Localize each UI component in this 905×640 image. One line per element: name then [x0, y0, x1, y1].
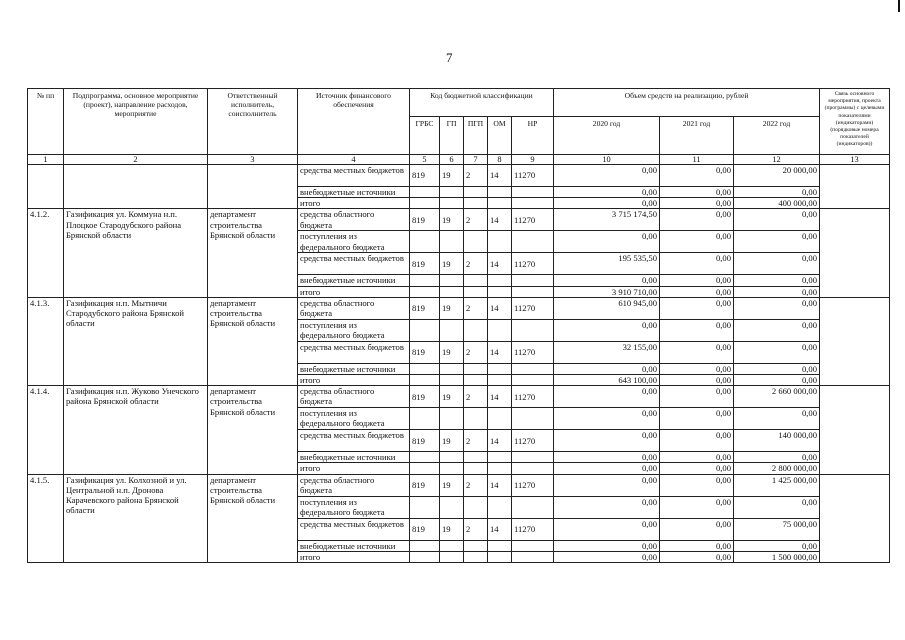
- code-gp: 19: [440, 341, 464, 363]
- amount-2020: 0,00: [554, 231, 660, 253]
- code-empty: [488, 319, 512, 341]
- item-name: Газификация н.п. Жуково Унечского района Брянской области: [64, 386, 208, 474]
- code-nr: 11270: [512, 474, 554, 496]
- code-gp: 19: [440, 209, 464, 231]
- amount-2022: 0,00: [734, 540, 820, 551]
- amount-2022: 0,00: [734, 452, 820, 463]
- code-nr: 11270: [512, 209, 554, 231]
- code-nr: 11270: [512, 518, 554, 540]
- code-om: 14: [488, 297, 512, 319]
- item-name: Газификация ул. Колхозной и ул. Центральной н.п. Дронова Карачевского района Брянской области: [64, 474, 208, 562]
- code-grbs: 819: [410, 253, 440, 275]
- code-pgp: 2: [464, 386, 488, 408]
- code-empty: [488, 551, 512, 562]
- column-number: 2: [64, 155, 208, 165]
- header-subprogram: Подпрограмма, основное мероприятие (проект), направление расходов, мероприятие: [64, 89, 208, 155]
- code-empty: [512, 551, 554, 562]
- code-empty: [410, 375, 440, 386]
- code-empty: [488, 187, 512, 198]
- amount-2022: 0,00: [734, 408, 820, 430]
- amount-2022: 0,00: [734, 187, 820, 198]
- header-amount: Объем средств на реализацию, рублей: [554, 89, 820, 117]
- source-local: средства местных бюджетов: [298, 430, 410, 452]
- item-name: Газификация н.п. Мытничи Стародубского района Брянской области: [64, 297, 208, 385]
- header-year-2022: 2022 год: [734, 117, 820, 155]
- source-local: средства местных бюджетов: [298, 253, 410, 275]
- header-no: № пп: [28, 89, 64, 155]
- code-empty: [464, 551, 488, 562]
- code-empty: [512, 540, 554, 551]
- code-empty: [410, 551, 440, 562]
- code-empty: [410, 275, 440, 286]
- amount-2022: 1 500 000,00: [734, 551, 820, 562]
- code-grbs: 819: [410, 518, 440, 540]
- table-row: [28, 165, 890, 187]
- amount-2022: 0,00: [734, 496, 820, 518]
- code-empty: [410, 408, 440, 430]
- indicator-link-cell: [820, 209, 890, 297]
- code-empty: [512, 496, 554, 518]
- code-om: 14: [488, 209, 512, 231]
- amount-2022: 0,00: [734, 363, 820, 374]
- code-empty: [512, 275, 554, 286]
- item-responsible: департамент строительства Брянской области: [208, 386, 298, 474]
- code-empty: [512, 286, 554, 297]
- continuation-no-cell: [28, 165, 64, 209]
- code-empty: [512, 198, 554, 209]
- header-pgp: ПГП: [464, 117, 488, 155]
- code-empty: [464, 275, 488, 286]
- amount-2022: 0,00: [734, 209, 820, 231]
- code-pgp: 2: [464, 474, 488, 496]
- amount-2021: 0,00: [660, 452, 734, 463]
- amount-2020: 0,00: [554, 496, 660, 518]
- item-responsible: департамент строительства Брянской области: [208, 209, 298, 297]
- scan-edge-mark: [898, 0, 900, 12]
- code-empty: [464, 198, 488, 209]
- header-indicator-link: Связь основного мероприятия, проекта (программы) с целевыми показателями (индикаторами) (порядковые номера показателей (индикаторов)): [820, 89, 890, 155]
- code-empty: [440, 496, 464, 518]
- amount-2020: 0,00: [554, 518, 660, 540]
- amount-2021: 0,00: [660, 341, 734, 363]
- code-nr: 11270: [512, 165, 554, 187]
- code-empty: [488, 198, 512, 209]
- amount-2020: 3 715 174,50: [554, 209, 660, 231]
- budget-table: [27, 88, 890, 563]
- item-number: 4.1.4.: [28, 386, 64, 474]
- code-empty: [488, 540, 512, 551]
- header-source: Источник финансового обеспечения: [298, 89, 410, 155]
- amount-2020: 0,00: [554, 319, 660, 341]
- table-row: [28, 297, 890, 319]
- code-gp: 19: [440, 474, 464, 496]
- code-empty: [464, 187, 488, 198]
- page-number: 7: [446, 50, 453, 65]
- code-empty: [440, 187, 464, 198]
- code-empty: [464, 286, 488, 297]
- code-empty: [410, 540, 440, 551]
- column-number: 13: [820, 155, 890, 165]
- code-empty: [512, 463, 554, 474]
- source-total: итого: [298, 551, 410, 562]
- code-pgp: 2: [464, 430, 488, 452]
- source-total: итого: [298, 463, 410, 474]
- amount-2021: 0,00: [660, 319, 734, 341]
- code-empty: [440, 275, 464, 286]
- code-empty: [488, 452, 512, 463]
- header-nr: НР: [512, 117, 554, 155]
- code-empty: [488, 231, 512, 253]
- amount-2021: 0,00: [660, 363, 734, 374]
- column-number: 12: [734, 155, 820, 165]
- code-empty: [440, 551, 464, 562]
- amount-2021: 0,00: [660, 286, 734, 297]
- item-number: 4.1.5.: [28, 474, 64, 562]
- header-year-2020: 2020 год: [554, 117, 660, 155]
- code-empty: [464, 408, 488, 430]
- amount-2021: 0,00: [660, 518, 734, 540]
- amount-2021: 0,00: [660, 375, 734, 386]
- table-row: [28, 386, 890, 408]
- code-empty: [440, 408, 464, 430]
- indicator-link-cell: [820, 297, 890, 385]
- source-total: итого: [298, 286, 410, 297]
- amount-2022: 0,00: [734, 275, 820, 286]
- code-empty: [488, 375, 512, 386]
- amount-2022: 2 660 000,00: [734, 386, 820, 408]
- table-row: [28, 209, 890, 231]
- code-om: 14: [488, 430, 512, 452]
- code-empty: [488, 408, 512, 430]
- amount-2020: 0,00: [554, 551, 660, 562]
- column-number: 5: [410, 155, 440, 165]
- code-empty: [410, 463, 440, 474]
- code-grbs: 819: [410, 297, 440, 319]
- code-empty: [410, 187, 440, 198]
- amount-2021: 0,00: [660, 540, 734, 551]
- amount-2020: 0,00: [554, 363, 660, 374]
- code-empty: [410, 286, 440, 297]
- code-grbs: 819: [410, 341, 440, 363]
- amount-2020: 3 910 710,00: [554, 286, 660, 297]
- code-gp: 19: [440, 165, 464, 187]
- continuation-name-cell: [64, 165, 208, 209]
- amount-2022: 0,00: [734, 341, 820, 363]
- header-responsible: Ответственный исполнитель, соисполнитель: [208, 89, 298, 155]
- amount-2020: 0,00: [554, 463, 660, 474]
- code-grbs: 819: [410, 209, 440, 231]
- code-empty: [488, 363, 512, 374]
- code-om: 14: [488, 518, 512, 540]
- code-empty: [440, 375, 464, 386]
- code-gp: 19: [440, 518, 464, 540]
- code-grbs: 819: [410, 430, 440, 452]
- header-year-2021: 2021 год: [660, 117, 734, 155]
- amount-2021: 0,00: [660, 430, 734, 452]
- code-empty: [440, 286, 464, 297]
- column-number: 11: [660, 155, 734, 165]
- code-gp: 19: [440, 297, 464, 319]
- code-grbs: 819: [410, 165, 440, 187]
- code-empty: [464, 231, 488, 253]
- amount-2022: 0,00: [734, 253, 820, 275]
- source-regional: средства областного бюджета: [298, 297, 410, 319]
- code-empty: [464, 452, 488, 463]
- item-name: Газификация ул. Коммуна н.п. Плоцкое Стародубского района Брянской области: [64, 209, 208, 297]
- code-pgp: 2: [464, 253, 488, 275]
- code-empty: [512, 375, 554, 386]
- header-grbs: ГРБС: [410, 117, 440, 155]
- code-empty: [440, 319, 464, 341]
- indicator-link-cell: [820, 386, 890, 474]
- code-pgp: 2: [464, 518, 488, 540]
- code-empty: [410, 363, 440, 374]
- code-empty: [512, 319, 554, 341]
- amount-2022: 20 000,00: [734, 165, 820, 187]
- source-extra: внебюджетные источники: [298, 275, 410, 286]
- code-pgp: 2: [464, 297, 488, 319]
- amount-2020: 0,00: [554, 165, 660, 187]
- amount-2021: 0,00: [660, 297, 734, 319]
- code-empty: [410, 231, 440, 253]
- code-empty: [488, 286, 512, 297]
- amount-2020: 0,00: [554, 408, 660, 430]
- code-om: 14: [488, 474, 512, 496]
- amount-2020: 0,00: [554, 198, 660, 209]
- item-responsible: департамент строительства Брянской области: [208, 474, 298, 562]
- amount-2022: 0,00: [734, 286, 820, 297]
- source-local: средства местных бюджетов: [298, 341, 410, 363]
- code-om: 14: [488, 165, 512, 187]
- table-row: [28, 474, 890, 496]
- source-federal: поступления из федерального бюджета: [298, 408, 410, 430]
- code-empty: [488, 275, 512, 286]
- amount-2020: 0,00: [554, 452, 660, 463]
- code-empty: [464, 375, 488, 386]
- code-pgp: 2: [464, 209, 488, 231]
- item-number: 4.1.2.: [28, 209, 64, 297]
- code-empty: [440, 363, 464, 374]
- amount-2022: 1 425 000,00: [734, 474, 820, 496]
- column-number: 1: [28, 155, 64, 165]
- code-empty: [440, 198, 464, 209]
- code-empty: [512, 452, 554, 463]
- code-om: 14: [488, 386, 512, 408]
- source-federal: поступления из федерального бюджета: [298, 496, 410, 518]
- amount-2022: 0,00: [734, 231, 820, 253]
- code-om: 14: [488, 253, 512, 275]
- amount-2021: 0,00: [660, 408, 734, 430]
- item-number: 4.1.3.: [28, 297, 64, 385]
- amount-2021: 0,00: [660, 253, 734, 275]
- amount-2021: 0,00: [660, 474, 734, 496]
- column-number: 9: [512, 155, 554, 165]
- source-extra: внебюджетные источники: [298, 363, 410, 374]
- code-pgp: 2: [464, 341, 488, 363]
- column-number: 4: [298, 155, 410, 165]
- code-nr: 11270: [512, 430, 554, 452]
- code-nr: 11270: [512, 253, 554, 275]
- indicator-link-cell: [820, 474, 890, 562]
- code-empty: [512, 187, 554, 198]
- amount-2020: 0,00: [554, 275, 660, 286]
- code-empty: [410, 496, 440, 518]
- header-gp: ГП: [440, 117, 464, 155]
- code-empty: [440, 540, 464, 551]
- amount-2021: 0,00: [660, 551, 734, 562]
- amount-2022: 140 000,00: [734, 430, 820, 452]
- item-responsible: департамент строительства Брянской области: [208, 297, 298, 385]
- amount-2022: 75 000,00: [734, 518, 820, 540]
- code-pgp: 2: [464, 165, 488, 187]
- amount-2020: 0,00: [554, 430, 660, 452]
- code-empty: [464, 496, 488, 518]
- code-nr: 11270: [512, 386, 554, 408]
- code-grbs: 819: [410, 386, 440, 408]
- amount-2022: 400 000,00: [734, 198, 820, 209]
- source-total: итого: [298, 198, 410, 209]
- source-extra: внебюджетные источники: [298, 452, 410, 463]
- code-nr: 11270: [512, 297, 554, 319]
- amount-2020: 0,00: [554, 386, 660, 408]
- amount-2022: 2 800 000,00: [734, 463, 820, 474]
- code-gp: 19: [440, 430, 464, 452]
- amount-2020: 195 535,50: [554, 253, 660, 275]
- code-gp: 19: [440, 386, 464, 408]
- code-empty: [512, 363, 554, 374]
- code-empty: [440, 231, 464, 253]
- source-local: средства местных бюджетов: [298, 518, 410, 540]
- source-regional: средства областного бюджета: [298, 386, 410, 408]
- header-om: ОМ: [488, 117, 512, 155]
- code-empty: [410, 198, 440, 209]
- code-empty: [464, 319, 488, 341]
- amount-2021: 0,00: [660, 496, 734, 518]
- source-federal: поступления из федерального бюджета: [298, 319, 410, 341]
- code-empty: [464, 540, 488, 551]
- source-regional: средства областного бюджета: [298, 209, 410, 231]
- code-empty: [488, 463, 512, 474]
- source-federal: поступления из федерального бюджета: [298, 231, 410, 253]
- amount-2022: 0,00: [734, 375, 820, 386]
- source-total: итого: [298, 375, 410, 386]
- code-empty: [410, 319, 440, 341]
- code-empty: [464, 363, 488, 374]
- amount-2021: 0,00: [660, 209, 734, 231]
- code-gp: 19: [440, 253, 464, 275]
- amount-2020: 643 100,00: [554, 375, 660, 386]
- code-empty: [410, 452, 440, 463]
- column-number: 8: [488, 155, 512, 165]
- column-number: 7: [464, 155, 488, 165]
- amount-2021: 0,00: [660, 198, 734, 209]
- amount-2020: 0,00: [554, 474, 660, 496]
- amount-2020: 0,00: [554, 187, 660, 198]
- code-empty: [512, 231, 554, 253]
- code-empty: [488, 496, 512, 518]
- amount-2021: 0,00: [660, 275, 734, 286]
- amount-2021: 0,00: [660, 165, 734, 187]
- code-empty: [440, 463, 464, 474]
- code-grbs: 819: [410, 474, 440, 496]
- source-regional: средства областного бюджета: [298, 474, 410, 496]
- amount-2021: 0,00: [660, 463, 734, 474]
- code-empty: [440, 452, 464, 463]
- indicator-link-cell: [820, 165, 890, 209]
- amount-2021: 0,00: [660, 386, 734, 408]
- code-empty: [464, 463, 488, 474]
- amount-2022: 0,00: [734, 319, 820, 341]
- continuation-responsible-cell: [208, 165, 298, 209]
- amount-2022: 0,00: [734, 297, 820, 319]
- amount-2020: 32 155,00: [554, 341, 660, 363]
- code-om: 14: [488, 341, 512, 363]
- amount-2021: 0,00: [660, 187, 734, 198]
- source-extra: внебюджетные источники: [298, 540, 410, 551]
- code-nr: 11270: [512, 341, 554, 363]
- source-local: средства местных бюджетов: [298, 165, 410, 187]
- column-number: 3: [208, 155, 298, 165]
- source-extra: внебюджетные источники: [298, 187, 410, 198]
- amount-2020: 610 945,00: [554, 297, 660, 319]
- amount-2020: 0,00: [554, 540, 660, 551]
- code-empty: [512, 408, 554, 430]
- column-number: 6: [440, 155, 464, 165]
- amount-2021: 0,00: [660, 231, 734, 253]
- column-number: 10: [554, 155, 660, 165]
- header-budget-code: Код бюджетной классификации: [410, 89, 554, 117]
